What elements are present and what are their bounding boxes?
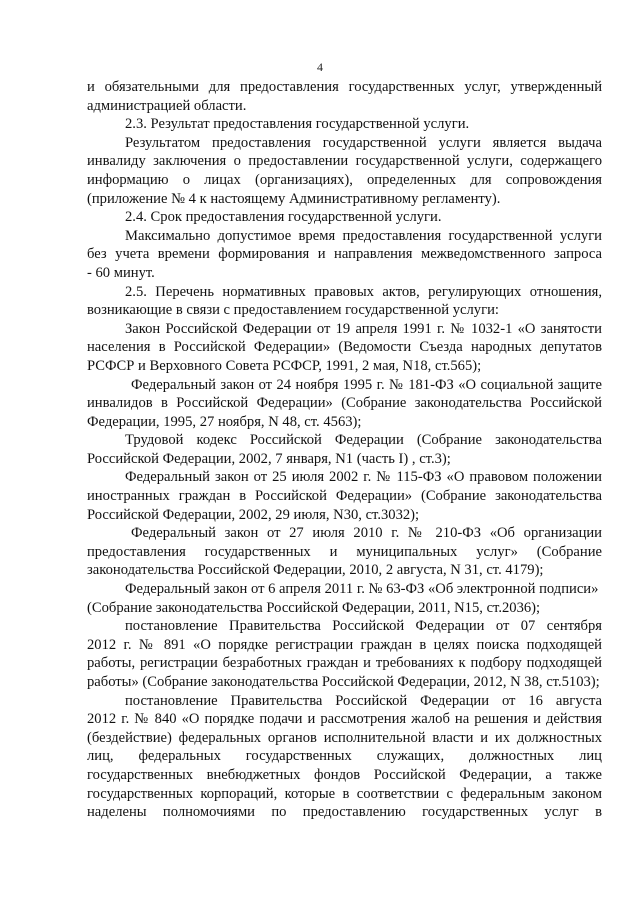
text-line: лиц, федеральных государственных служащих, должностных лиц: [87, 748, 602, 765]
text-line: Федеральный закон от 27 июля 2010 г. № 210-ФЗ «Об организации: [131, 525, 602, 542]
text-line: инвалидов в Российской Федерации» (Собрание законодательства Российской: [87, 395, 602, 412]
text-line: 2012 г. № 840 «О порядке подачи и рассмотрения жалоб на решения и действия: [87, 711, 602, 728]
text-line: инвалиду заключения о предоставлении государственной услуги, содержащего: [87, 153, 602, 170]
text-line: населения в Российской Федерации» (Ведомости Съезда народных депутатов: [87, 339, 602, 356]
text-line: Российской Федерации, 2002, 7 января, N1 (часть I) , ст.3);: [87, 450, 451, 467]
text-line: (бездействие) федеральных органов исполнительной власти и их должностных: [87, 729, 602, 746]
text-line: администрацией области.: [87, 97, 247, 114]
text-line: 2012 г. № 891 «О порядке регистрации граждан в целях поиска подходящей: [87, 636, 602, 653]
text-line: наделены полномочиями по предоставлению государственных услуг в: [87, 804, 602, 821]
text-line: 2.4. Срок предоставления государственной услуги.: [125, 209, 442, 226]
text-line: постановление Правительства Российской Федерации от 07 сентября: [125, 618, 602, 635]
text-line: Федеральный закон от 24 ноября 1995 г. № 181-ФЗ «О социальной защите: [131, 376, 602, 393]
text-line: Максимально допустимое время предоставления государственной услуги: [125, 227, 602, 244]
text-line: иностранных граждан в Российской Федерации» (Собрание законодательства: [87, 488, 602, 505]
text-line: РСФСР и Верховного Совета РСФСР, 1991, 2 мая, N18, ст.565);: [87, 357, 482, 374]
text-line: Федерации, 1995, 27 ноября, N 48, ст. 4563);: [87, 413, 362, 430]
text-line: законодательства Российской Федерации, 2010, 2 августа, N 31, ст. 4179);: [87, 562, 544, 579]
text-line: (Собрание законодательства Российской Федерации, 2011, N15, ст.2036);: [87, 599, 541, 616]
text-line: Федеральный закон от 6 апреля 2011 г. № 63-ФЗ «Об электронной подписи»: [125, 581, 599, 598]
text-line: - 60 минут.: [87, 264, 155, 281]
text-line: постановление Правительства Российской Федерации от 16 августа: [125, 692, 602, 709]
text-line: Результатом предоставления государственной услуги является выдача: [125, 134, 602, 151]
text-line: и обязательными для предоставления государственных услуг, утвержденный: [87, 79, 602, 95]
text-line: предоставления государственных и муниципальных услуг» (Собрание: [87, 543, 602, 560]
text-line: возникающие в связи с предоставлением государственной услуги:: [87, 302, 499, 319]
text-line: информацию о лицах (организациях), определенных для сопровождения: [87, 171, 602, 188]
text-line: 2.3. Результат предоставления государственной услуги.: [125, 116, 470, 133]
page-number: 4: [317, 60, 323, 74]
text-line: 2.5. Перечень нормативных правовых актов, регулирующих отношения,: [125, 283, 602, 300]
text-line: без учета времени формирования и направления межведомственного запроса: [87, 246, 602, 263]
document-body: [87, 78, 602, 822]
text-line: государственных внебюджетных фондов Российской Федерации, а также: [87, 766, 602, 783]
text-line: (приложение № 4 к настоящему Административному регламенту).: [87, 190, 501, 207]
text-line: Федеральный закон от 25 июля 2002 г. № 115-ФЗ «О правовом положении: [125, 469, 602, 486]
text-line: работы» (Собрание законодательства Российской Федерации, 2012, N 38, ст.5103);: [87, 674, 600, 690]
text-line: работы, регистрации безработных граждан и требованиях к подбору подходящей: [87, 655, 602, 672]
text-line: Российской Федерации, 2002, 29 июля, N30, ст.3032);: [87, 506, 420, 523]
text-line: Закон Российской Федерации от 19 апреля 1991 г. № 1032-1 «О занятости: [125, 320, 602, 337]
text-line: Трудовой кодекс Российской Федерации (Собрание законодательства: [125, 432, 602, 449]
text-line: государственных корпораций, которые в соответствии с федеральным законом: [87, 785, 602, 802]
